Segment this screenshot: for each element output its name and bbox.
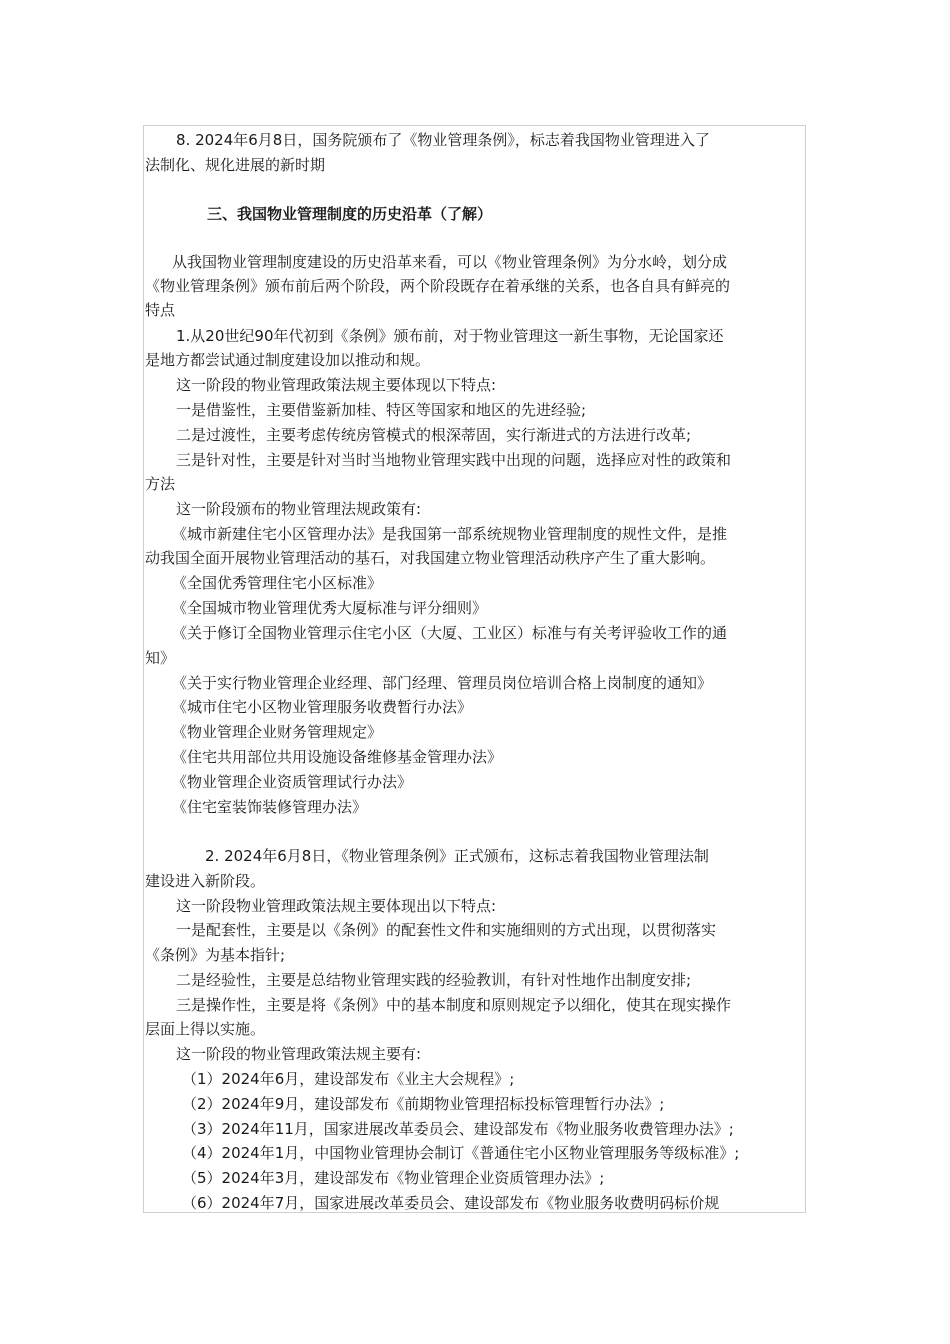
paragraph-line: 建设进入新阶段。 [145,872,266,890]
paragraph-line: 三是针对性，主要是针对当时当地物业管理实践中出现的问题，选择应对性的政策和 [176,451,732,469]
paragraph-line: 动我国全面开展物业管理活动的基石，对我国建立物业管理活动秩序产生了重大影响。 [145,549,716,567]
list-item: 《关于实行物业管理企业经理、部门经理、管理员岗位培训合格上岗制度的通知》 [172,674,713,692]
list-item: （1）2024年6月，建设部发布《业主大会规程》; [182,1070,515,1088]
list-item: （2）2024年9月，建设部发布《前期物业管理招标投标管理暂行办法》; [182,1095,665,1113]
paragraph-line: 层面上得以实施。 [145,1020,266,1038]
paragraph-line: 一是借鉴性，主要借鉴新加桂、特区等国家和地区的先进经验; [176,401,587,419]
paragraph-line: 1.从20世纪90年代初到《条例》颁布前，对于物业管理这一新生事物，无论国家还 [176,327,724,345]
list-item: 《物业管理企业资质管理试行办法》 [172,773,413,791]
list-item: 《住宅共用部位共用设施设备维修基金管理办法》 [172,748,503,766]
list-item: （5）2024年3月，建设部发布《物业管理企业资质管理办法》; [182,1169,605,1187]
paragraph-line: 一是配套性，主要是以《条例》的配套性文件和实施细则的方式出现，以贯彻落实 [176,921,717,939]
paragraph-line: 方法 [145,475,176,493]
list-item: （4）2024年1月，中国物业管理协会制订《普通住宅小区物业管理服务等级标准》; [182,1144,740,1162]
list-item: 《关于修订全国物业管理示住宅小区（大厦、工业区）标准与有关考评验收工作的通 [172,624,728,642]
list-item: 《住宅室装饰装修管理办法》 [172,798,368,816]
paragraph-line: 这一阶段的物业管理政策法规主要有: [176,1045,422,1063]
list-item: 知》 [145,649,176,667]
list-item: 《全国城市物业管理优秀大厦标准与评分细则》 [172,599,488,617]
list-item: 《物业管理企业财务管理规定》 [172,723,383,741]
paragraph-line: 《条例》为基本指针; [145,946,286,964]
paragraph-line: 是地方都尝试通过制度建设加以推动和规。 [145,351,431,369]
paragraph-line: 二是过渡性，主要考虑传统房管模式的根深蒂固，实行渐进式的方法进行改革; [176,426,692,444]
paragraph-line: 三是操作性，主要是将《条例》中的基本制度和原则规定予以细化，使其在现实操作 [176,996,732,1014]
paragraph-line: 2. 2024年6月8日，《物业管理条例》正式颁布，这标志着我国物业管理法制 [205,847,709,865]
paragraph-line: 这一阶段物业管理政策法规主要体现出以下特点: [176,897,497,915]
paragraph-line: 《城市新建住宅小区管理办法》是我国第一部系统规物业管理制度的规性文件，是推 [172,525,728,543]
paragraph-line: 特点 [145,301,176,319]
paragraph-line: 二是经验性，主要是总结物业管理实践的经验教训，有针对性地作出制度安排; [176,971,692,989]
paragraph-line: 从我国物业管理制度建设的历史沿革来看，可以《物业管理条例》为分水岭，划分成 [172,253,728,271]
paragraph-line: 这一阶段颁布的物业管理法规政策有: [176,500,422,518]
paragraph-line: 《物业管理条例》颁布前后两个阶段，两个阶段既存在着承继的关系，也各自具有鲜亮的 [145,277,731,295]
paragraph-line: 8. 2024年6月8日，国务院颁布了《物业管理条例》，标志着我国物业管理进入了 [176,131,710,149]
list-item: 《城市住宅小区物业管理服务收费暂行办法》 [172,698,473,716]
list-item: 《全国优秀管理住宅小区标准》 [172,574,383,592]
list-item: （3）2024年11月，国家进展改革委员会、建设部发布《物业服务收费管理办法》; [182,1120,734,1138]
paragraph-line: 这一阶段的物业管理政策法规主要体现以下特点: [176,376,497,394]
paragraph-line: 法制化、规化进展的新时期 [145,156,326,174]
list-item: （6）2024年7月，国家进展改革委员会、建设部发布《物业服务收费明码标价规 [182,1194,720,1212]
section-heading: 三、我国物业管理制度的历史沿革（了解） [207,205,493,223]
